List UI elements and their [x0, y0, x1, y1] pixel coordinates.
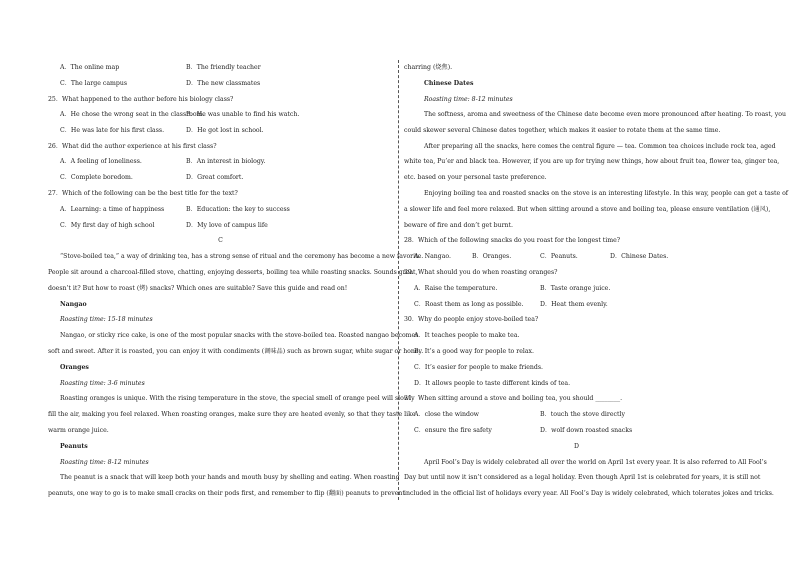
oranges-time: Roasting time: 3-6 minutes [60, 380, 145, 387]
intro-line-1: “Stove-boiled tea,” a way of drinking tea, has a strong sense of ritual and the ceremony has become a new favorite. [60, 253, 424, 260]
enjoy-line-1: Enjoying boiling tea and roasted snacks on the stove is an interesting lifestyle. In this way, people can get a taste of [424, 190, 789, 197]
tea-line-3: etc. based on your personal taste preference. [404, 174, 547, 181]
d-line-2: Day but until now it isn’t considered as a legal holiday. Even though April 1st is celebrated for years, it is still not [404, 474, 761, 481]
oranges-line-3: warm orange juice. [48, 427, 109, 434]
q24-option-a: A．The online map [60, 64, 120, 71]
enjoy-line-3: beware of fire and don’t get burnt. [404, 222, 514, 229]
d-line-1: April Fool’s Day is widely celebrated all over the world on April 1st every year. It is also referred to All Fool’s [424, 459, 767, 466]
q29-option-a: A．Raise the temperature. [414, 285, 498, 292]
q30-option-a: A．It teaches people to make tea. [414, 332, 520, 339]
question-26: 26．What did the author experience at his first class? [48, 143, 217, 150]
nangao-time: Roasting time: 15-18 minutes [60, 316, 153, 323]
intro-line-2: People sit around a charcoal-filled stove, chatting, enjoying desserts, boiling tea while roasting snacks. Sounds great, [48, 269, 418, 276]
tea-line-2: white tea, Pu’er and black tea. However, if you are up for trying new things, how about fruit tea, flower tea, ginger tea, [404, 158, 780, 165]
continuation-text: charring (烧焦). [404, 64, 453, 71]
oranges-line-2: fill the air, making you feel relaxed. When roasting oranges, make sure they are heated evenly, so that they taste like [48, 411, 416, 418]
peanuts-time: Roasting time: 8-12 minutes [60, 459, 149, 466]
section-d-heading: D [574, 443, 579, 450]
oranges-title: Oranges [60, 364, 89, 371]
intro-line-3: doesn’t it? But how to roast (烤) snacks? Which ones are suitable? Save this guide and read on! [48, 285, 348, 292]
column-divider [398, 60, 399, 500]
question-25: 25．What happened to the author before his biology class? [48, 96, 234, 103]
section-c-heading: C [218, 237, 223, 244]
q27-option-b: B．Education: the key to success [186, 206, 290, 213]
q26-option-b: B．An interest in biology. [186, 158, 266, 165]
oranges-line-1: Roasting oranges is unique. With the rising temperature in the stove, the special smell of orange peel will slowly [60, 395, 415, 402]
question-27: 27．Which of the following can be the best title for the text? [48, 190, 238, 197]
q28-option-c: C．Peanuts. [540, 253, 578, 260]
q31-option-a: A．close the window [414, 411, 479, 418]
q29-option-c: C．Roast them as long as possible. [414, 301, 524, 308]
q29-option-d: D．Heat them evenly. [540, 301, 608, 308]
q26-option-d: D．Great comfort. [186, 174, 244, 181]
q31-option-c: C．ensure the fire safety [414, 427, 492, 434]
q28-option-d: D．Chinese Dates. [610, 253, 669, 260]
enjoy-line-2: a slower life and feel more relaxed. But when sitting around a stove and boiling tea, please ensure ventilation (通风), [404, 206, 771, 213]
question-29: 29．What should you do when roasting oranges? [404, 269, 558, 276]
q24-option-c: C．The large campus [60, 80, 128, 87]
tea-line-1: After preparing all the snacks, here comes the central figure — tea. Common tea choices include rock tea, aged [424, 143, 776, 150]
question-30: 30．Why do people enjoy stove-boiled tea? [404, 316, 539, 323]
q24-option-b: B．The friendly teacher [186, 64, 261, 71]
dates-time: Roasting time: 8-12 minutes [424, 96, 513, 103]
dates-line-2: could skewer several Chinese dates together, which makes it easier to rotate them at the same time. [404, 127, 721, 134]
dates-line-1: The softness, aroma and sweetness of the Chinese date become even more pronounced after heating. To roast, you [424, 111, 786, 118]
q27-option-a: A．Learning: a time of happiness [60, 206, 165, 213]
question-28: 28．Which of the following snacks do you roast for the longest time? [404, 237, 621, 244]
q27-option-d: D．My love of campus life [186, 222, 268, 229]
q26-option-a: A．A feeling of loneliness. [60, 158, 142, 165]
peanuts-line-1: The peanut is a snack that will keep both your hands and mouth busy by shelling and eating. When roasting [60, 474, 400, 481]
d-line-3: included in the official list of holidays every year. All Fool’s Day is widely celebrated, which tolerates jokes and tricks. [404, 490, 774, 497]
q29-option-b: B．Taste orange juice. [540, 285, 611, 292]
nangao-title: Nangao [60, 301, 87, 308]
question-31: 31．When sitting around a stove and boiling tea, you should ________. [404, 395, 623, 402]
q25-option-c: C．He was late for his first class. [60, 127, 165, 134]
q30-option-d: D．It allows people to taste different kinds of tea. [414, 380, 571, 387]
q26-option-c: C．Complete boredom. [60, 174, 133, 181]
q30-option-c: C．It’s easier for people to make friends. [414, 364, 543, 371]
peanuts-line-2: peanuts, one way to go is to make small cracks on their pods first, and remember to flip (翻面) peanuts to prevent [48, 490, 405, 497]
q31-option-d: D．wolf down roasted snacks [540, 427, 633, 434]
nangao-line-1: Nangao, or sticky rice cake, is one of the most popular snacks with the stove-boiled tea. Roasted nangao becomes [60, 332, 419, 339]
q25-option-a: A．He chose the wrong seat in the classroom. [60, 111, 205, 118]
nangao-line-2: soft and sweet. After it is roasted, you can enjoy it with condiments (调味品) such as brown sugar, white sugar or honey. [48, 348, 424, 355]
q28-option-a: A．Nangao. [414, 253, 451, 260]
q27-option-c: C．My first day of high school [60, 222, 155, 229]
q28-option-b: B．Oranges. [472, 253, 512, 260]
q30-option-b: B．It’s a good way for people to relax. [414, 348, 534, 355]
q31-option-b: B．touch the stove directly [540, 411, 625, 418]
q25-option-d: D．He got lost in school. [186, 127, 264, 134]
q25-option-b: B．He was unable to find his watch. [186, 111, 300, 118]
peanuts-title: Peanuts [60, 443, 88, 450]
q24-option-d: D．The new classmates [186, 80, 261, 87]
dates-title: Chinese Dates [424, 80, 474, 87]
